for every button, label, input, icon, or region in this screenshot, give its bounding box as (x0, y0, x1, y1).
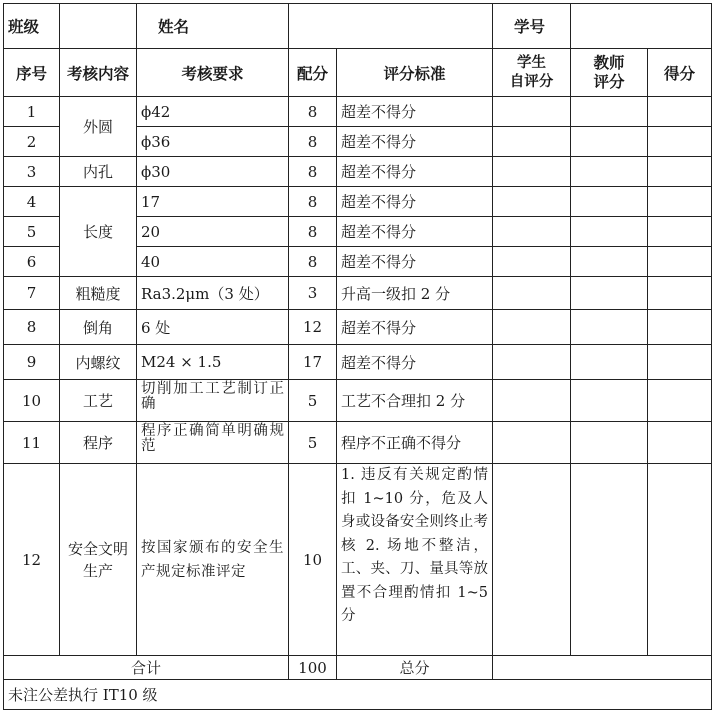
info-row (4, 4, 712, 49)
row-teacher-score[interactable] (571, 217, 648, 247)
col-item: 考核内容 (60, 49, 137, 97)
row-item: 程序 (60, 422, 137, 464)
row-seq: 7 (4, 277, 60, 310)
class-label: 班级 (4, 4, 60, 49)
row-self-score[interactable] (493, 97, 571, 127)
row-teacher-score[interactable] (571, 380, 648, 422)
row-score[interactable] (648, 464, 712, 656)
row-item: 工艺 (60, 380, 137, 422)
row-teacher-score[interactable] (571, 464, 648, 656)
row-teacher-score[interactable] (571, 157, 648, 187)
row-score[interactable] (648, 422, 712, 464)
table-row (4, 157, 712, 187)
column-header-row (4, 49, 712, 97)
total-label: 合计 (4, 656, 289, 680)
row-seq: 11 (4, 422, 60, 464)
row-self-score[interactable] (493, 380, 571, 422)
row-score[interactable] (648, 247, 712, 277)
col-self-score (493, 49, 571, 97)
row-points: 10 (289, 464, 337, 656)
row-teacher-score[interactable] (571, 277, 648, 310)
row-self-score[interactable] (493, 127, 571, 157)
row-seq: 4 (4, 187, 60, 217)
name-label-text: 姓名 (158, 18, 190, 36)
col-self-score-line2: 自评分 (509, 73, 554, 90)
row-seq: 1 (4, 97, 60, 127)
row-self-score[interactable] (493, 157, 571, 187)
row-requirement: ϕ36 (137, 127, 289, 157)
table-row (4, 97, 712, 127)
col-teacher-score-line2: 评分 (593, 72, 625, 91)
col-points: 配分 (289, 49, 337, 97)
row-item-line2: 生产 (82, 561, 113, 580)
row-seq: 3 (4, 157, 60, 187)
total-row (4, 656, 712, 680)
col-score: 得分 (648, 49, 712, 97)
row-seq: 2 (4, 127, 60, 157)
row-requirement: ϕ30 (137, 157, 289, 187)
row-score[interactable] (648, 187, 712, 217)
row-requirement: M24 × 1.5 (137, 345, 289, 380)
row-item: 长度 (60, 187, 137, 277)
col-teacher-score (571, 49, 648, 97)
row-requirement: 切削加工工艺制订正确 (137, 380, 289, 422)
name-label (137, 4, 289, 49)
row-item: 倒角 (60, 310, 137, 345)
tolerance-note: 未注公差执行 IT10 级 (4, 680, 712, 710)
total-summary-label: 总分 (337, 656, 493, 680)
table-row (4, 464, 712, 656)
student-id-label-text: 学号 (514, 18, 546, 36)
row-criteria: 超差不得分 (337, 217, 493, 247)
table-row (4, 345, 712, 380)
row-criteria: 超差不得分 (337, 127, 493, 157)
row-seq: 12 (4, 464, 60, 656)
row-requirement: 程序正确简单明确规范 (137, 422, 289, 464)
row-teacher-score[interactable] (571, 310, 648, 345)
row-score[interactable] (648, 310, 712, 345)
row-self-score[interactable] (493, 187, 571, 217)
row-criteria: 1. 违反有关规定酌情扣 1~10 分，危及人身或设备安全则终止考核 2. 场地不整洁，工、夹、刀、量具等放置不合理酌情扣 1~5 分 (337, 464, 493, 656)
note-row (4, 680, 712, 710)
student-id-value[interactable] (571, 4, 712, 49)
row-criteria: 超差不得分 (337, 247, 493, 277)
row-teacher-score[interactable] (571, 247, 648, 277)
row-criteria: 超差不得分 (337, 97, 493, 127)
row-self-score[interactable] (493, 422, 571, 464)
row-criteria: 程序不正确不得分 (337, 422, 493, 464)
row-points: 8 (289, 187, 337, 217)
row-self-score[interactable] (493, 345, 571, 380)
col-self-score-line1: 学生 (517, 54, 546, 71)
row-requirement: 40 (137, 247, 289, 277)
total-score-value[interactable] (493, 656, 712, 680)
row-teacher-score[interactable] (571, 422, 648, 464)
col-criteria: 评分标准 (337, 49, 493, 97)
col-requirement: 考核要求 (137, 49, 289, 97)
table-row (4, 310, 712, 345)
row-seq: 5 (4, 217, 60, 247)
row-seq: 9 (4, 345, 60, 380)
row-item: 粗糙度 (60, 277, 137, 310)
row-teacher-score[interactable] (571, 127, 648, 157)
assessment-table (3, 3, 712, 710)
table-row (4, 422, 712, 464)
row-self-score[interactable] (493, 247, 571, 277)
class-value[interactable] (60, 4, 137, 49)
row-item: 内孔 (60, 157, 137, 187)
row-points: 3 (289, 277, 337, 310)
row-score[interactable] (648, 277, 712, 310)
row-teacher-score[interactable] (571, 345, 648, 380)
name-value[interactable] (289, 4, 493, 49)
row-teacher-score[interactable] (571, 97, 648, 127)
student-id-label (493, 4, 571, 49)
row-criteria: 超差不得分 (337, 187, 493, 217)
row-self-score[interactable] (493, 277, 571, 310)
row-criteria: 升高一级扣 2 分 (337, 277, 493, 310)
row-score[interactable] (648, 217, 712, 247)
row-criteria: 超差不得分 (337, 310, 493, 345)
row-self-score[interactable] (493, 310, 571, 345)
row-score[interactable] (648, 127, 712, 157)
row-seq: 6 (4, 247, 60, 277)
row-criteria: 超差不得分 (337, 157, 493, 187)
table-row (4, 187, 712, 217)
table-row (4, 380, 712, 422)
row-score[interactable] (648, 380, 712, 422)
row-score[interactable] (648, 157, 712, 187)
row-points: 8 (289, 217, 337, 247)
row-points: 17 (289, 345, 337, 380)
row-seq: 10 (4, 380, 60, 422)
row-requirement: 按国家颁布的安全生产规定标准评定 (137, 464, 289, 656)
row-points: 12 (289, 310, 337, 345)
row-score[interactable] (648, 97, 712, 127)
row-item-line1: 安全文明 (67, 539, 128, 558)
row-requirement: Ra3.2μm（3 处） (137, 277, 289, 310)
row-self-score[interactable] (493, 464, 571, 656)
row-item: 外圆 (60, 97, 137, 157)
table-row (4, 277, 712, 310)
row-requirement: 6 处 (137, 310, 289, 345)
row-points: 5 (289, 380, 337, 422)
col-seq: 序号 (4, 49, 60, 97)
row-requirement: ϕ42 (137, 97, 289, 127)
row-requirement: 20 (137, 217, 289, 247)
row-points: 8 (289, 247, 337, 277)
row-criteria: 工艺不合理扣 2 分 (337, 380, 493, 422)
row-seq: 8 (4, 310, 60, 345)
row-item (60, 464, 137, 656)
row-points: 8 (289, 127, 337, 157)
row-score[interactable] (648, 345, 712, 380)
row-points: 8 (289, 97, 337, 127)
row-points: 5 (289, 422, 337, 464)
row-requirement: 17 (137, 187, 289, 217)
total-points: 100 (289, 656, 337, 680)
row-criteria: 超差不得分 (337, 345, 493, 380)
row-teacher-score[interactable] (571, 187, 648, 217)
row-item: 内螺纹 (60, 345, 137, 380)
row-self-score[interactable] (493, 217, 571, 247)
col-teacher-score-line1: 教师 (593, 53, 625, 72)
row-points: 8 (289, 157, 337, 187)
